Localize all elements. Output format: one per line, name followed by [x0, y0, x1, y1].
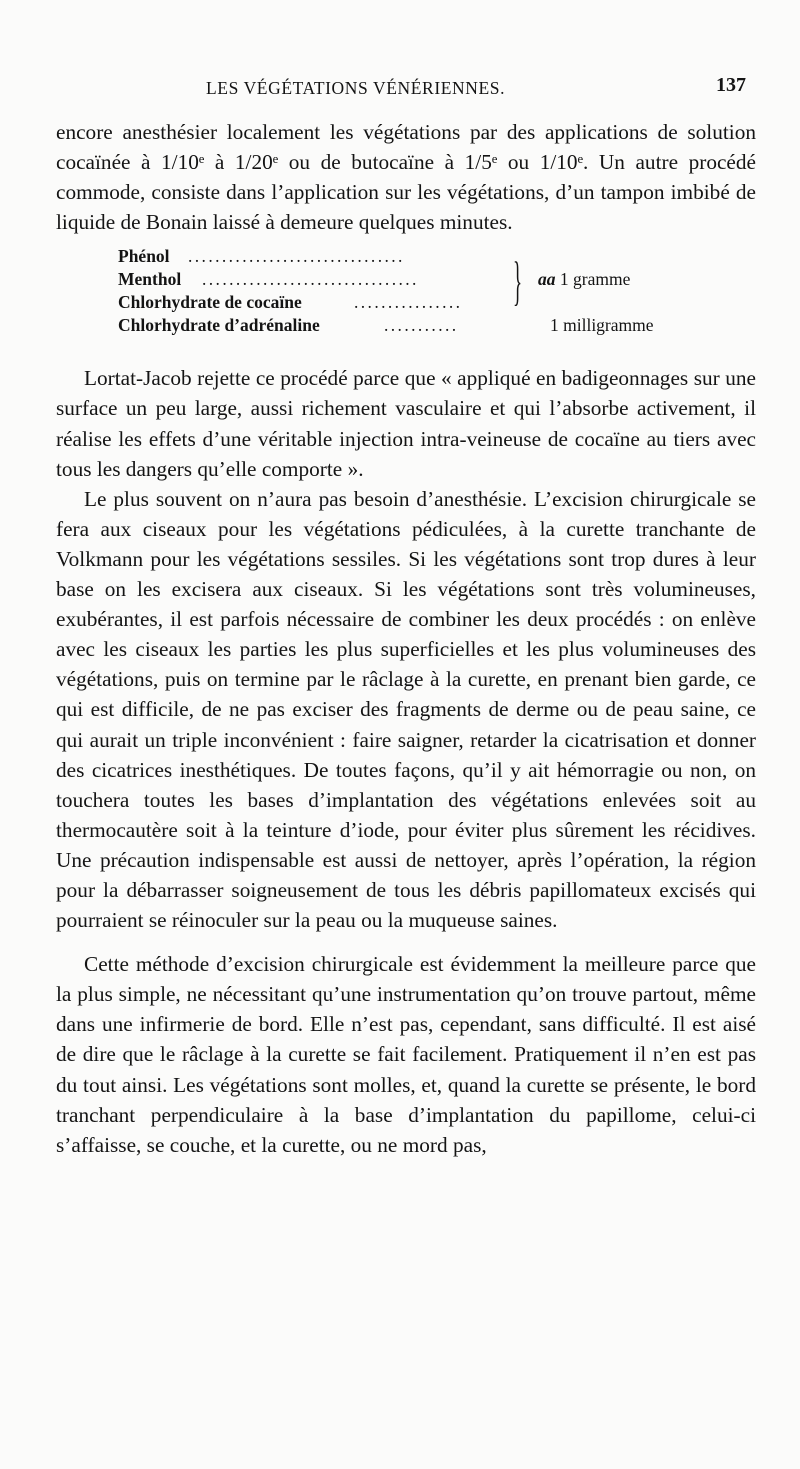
dot-leader: ................ — [354, 292, 463, 313]
body-text — [56, 117, 756, 1160]
ingredient-name: Chlorhydrate d’adrénaline — [118, 315, 320, 336]
formula-brace: } — [513, 251, 523, 312]
running-head — [56, 74, 746, 102]
formula-row-cocaine — [118, 291, 463, 314]
dot-leader: ................................ — [188, 246, 405, 267]
paragraph-method: Cette méthode d’excision chirurgicale est évidemment la meilleure parce que la plus simple, ne nécessitant qu’une instrumentation qu’on trouve partout, même dans une infirmerie de bord. Elle n’est pas, cependant, sans difficulté. Il est aisé de dire que le râclage à la curette se fait facilement. Pratiquement il n’en est pas du tout ainsi. Les végétations sont molles, et, quand la curette se présente, le bord tranchant perpendiculaire à la base d’implantation du papillome, celui-ci s’affaisse, se couche, et la curette, ou ne mord pas, — [56, 952, 756, 1157]
formula-row-adrenaline — [118, 314, 459, 337]
page-number: 137 — [716, 74, 746, 96]
dot-leader: ................................ — [202, 269, 419, 290]
shared-quantity — [538, 268, 630, 291]
ingredient-name: Chlorhydrate de cocaïne — [118, 292, 302, 313]
bonain-liquid-formula — [118, 245, 748, 353]
running-title: LES VÉGÉTATIONS VÉNÉRIENNES. — [206, 78, 506, 98]
formula-row-phenol — [118, 245, 405, 268]
formula-row-menthol — [118, 268, 419, 291]
quantity-value: 1 gramme — [559, 269, 631, 290]
ingredient-name: Menthol — [118, 269, 182, 290]
dot-leader: ........... — [384, 315, 459, 336]
paragraph-excision: Le plus souvent on n’aura pas besoin d’anesthésie. L’excision chirurgicale se fera aux ciseaux pour les végétations pédiculées, à la curette tranchante de Volkmann pour les végétations sessiles. Si les végétations sont trop dures à leur base on les excisera aux ciseaux. Si les végétations sont très volumineuses, exubérantes, il est parfois nécessaire de combiner les deux procédés : on enlève avec les ciseaux les parties les plus superficielles et les plus volumineuses des végétations, puis on termine par le râclage à la curette, en prenant bien garde, ce qui est difficile, de ne pas exciser des fragments de derme ou de peau saine, ce qui aurait un triple inconvénient : faire saigner, retarder la cicatrisation et donner des cicatrices inesthétiques. De toutes façons, qu’il y ait hémorragie ou non, on touchera toutes les bases d’implantation des végétations enlevées soit au thermocautère soit à la teinture d’iode, pour éviter plus sûrement les récidives. Une précaution indispensable est aussi de nettoyer, après l’opération, la région pour la débarrasser soigneusement de tous les débris papillomateux excisés qui pourraient se réinoculer sur la peau ou la muqueuse saines. — [56, 486, 756, 933]
paragraph-lortat-jacob: Lortat-Jacob rejette ce procédé parce que « appliqué en badigeonnages sur une surface un peu large, aussi richement vasculaire et qui l’absorbe activement, il réalise les effets d’une véritable injection intra-veineuse de cocaïne au tiers avec tous les dangers qu’elle comporte ». — [56, 366, 756, 481]
quantity-prefix: aa — [538, 269, 556, 290]
paragraph-anesthesia: encore anesthésier localement les végétations par des applications de solution cocaïnée à 1/10ᵉ à 1/20ᵉ ou de butocaïne à 1/5ᵉ ou 1/10ᵉ. Un autre procédé commode, consiste dans l’application sur les végétations, d’un tampon imbibé de liquide de Bonain laissé à demeure quelques minutes. — [56, 120, 756, 235]
adrenaline-quantity: 1 milligramme — [550, 315, 654, 336]
ingredient-name: Phénol — [118, 246, 170, 267]
